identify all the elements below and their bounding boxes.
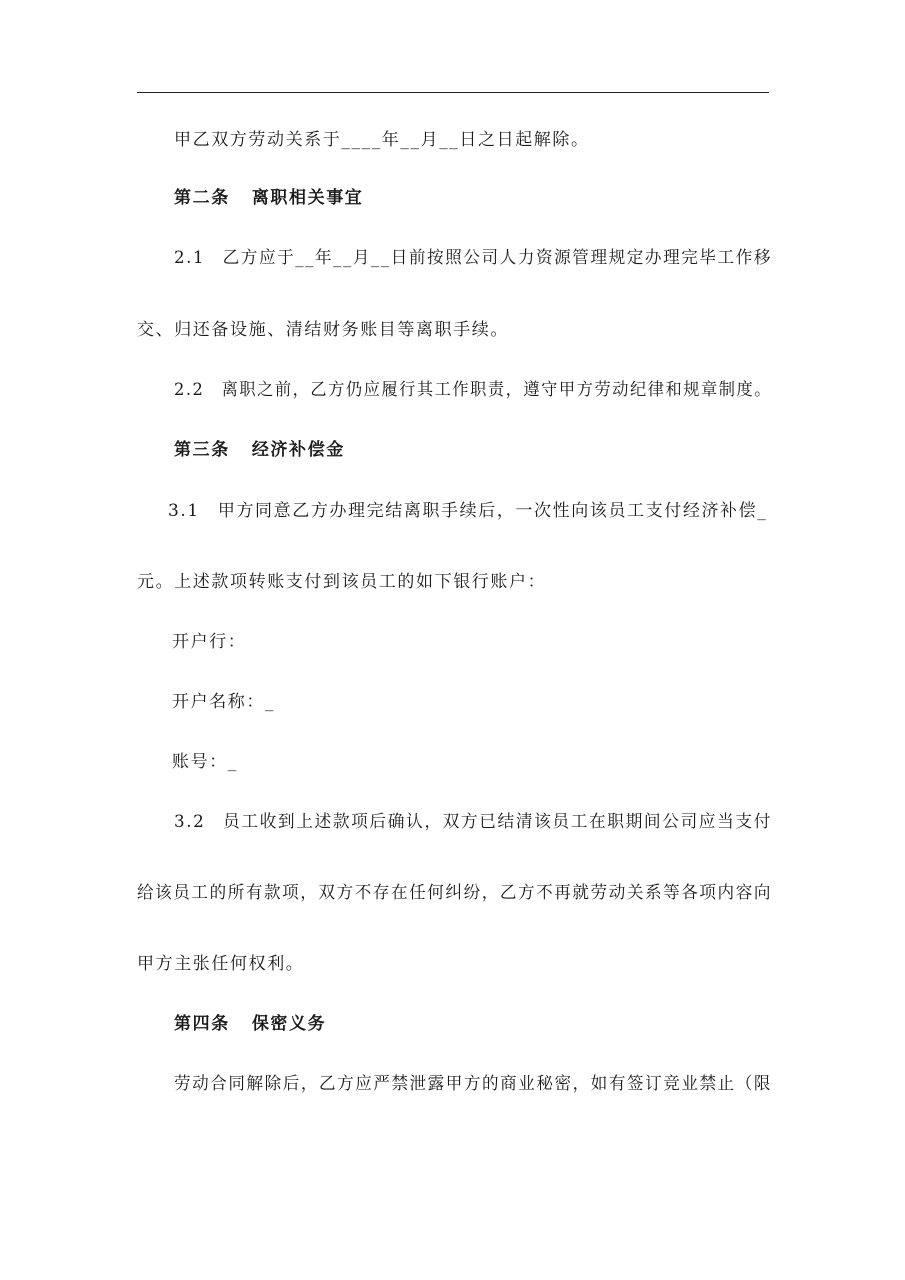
clause-text: 劳动合同解除后，乙方应严禁泄露甲方的商业秘密，如有签订竞业禁止（限 (174, 1074, 772, 1094)
article-4-text (174, 1073, 772, 1095)
termination-clause (174, 129, 590, 151)
clause-3-2-continued-2 (137, 953, 304, 975)
clause-number: 2.2 (174, 380, 205, 400)
termination-text: 甲乙双方劳动关系于____年__月__日之日起解除。 (174, 130, 590, 150)
article-3-heading (174, 439, 345, 461)
article-title: 保密义务 (251, 1014, 327, 1034)
article-number: 第三条 (174, 440, 230, 460)
bank-name-field (172, 631, 246, 653)
clause-2-2 (174, 379, 772, 401)
clause-text: 乙方应于__年__月__日前按照公司人力资源管理规定办理完毕工作移 (222, 248, 773, 268)
account-name-field (172, 691, 275, 713)
article-4-heading (174, 1013, 326, 1035)
clause-3-1 (168, 500, 767, 522)
clause-text: 给该员工的所有款项，双方不存在任何纠纷，乙方不再就劳动关系等各项内容向 (137, 883, 772, 903)
article-number: 第四条 (174, 1014, 230, 1034)
field-label: 账号：_ (172, 752, 238, 772)
clause-number: 3.1 (168, 501, 200, 521)
clause-3-1-continued (137, 571, 546, 593)
clause-text: 交、归还备设施、清结财务账目等离职手续。 (137, 320, 509, 340)
article-number: 第二条 (174, 188, 230, 208)
clause-text: 甲方主张任何权利。 (137, 954, 305, 974)
clause-text: 员工收到上述款项后确认，双方已结清该员工在职期间公司应当支付 (223, 812, 772, 832)
header-rule (137, 92, 769, 93)
article-title: 经济补偿金 (251, 440, 345, 460)
clause-text: 元。上述款项转账支付到该员工的如下银行账户： (137, 572, 547, 592)
clause-2-1-continued (137, 319, 509, 341)
article-2-heading (174, 187, 363, 209)
clause-3-2 (174, 811, 772, 833)
clause-number: 2.1 (174, 248, 206, 268)
clause-2-1 (174, 247, 772, 269)
account-number-field (172, 751, 238, 773)
clause-text: 离职之前，乙方仍应履行其工作职责，遵守甲方劳动纪律和规章制度。 (221, 380, 773, 400)
article-title: 离职相关事宜 (251, 188, 364, 208)
clause-3-2-continued (137, 882, 772, 904)
field-label: 开户行： (172, 632, 247, 652)
field-label: 开户名称：_ (172, 692, 276, 712)
clause-number: 3.2 (174, 812, 206, 832)
clause-text: 甲方同意乙方办理完结离职手续后，一次性向该员工支付经济补偿_ (217, 501, 768, 521)
